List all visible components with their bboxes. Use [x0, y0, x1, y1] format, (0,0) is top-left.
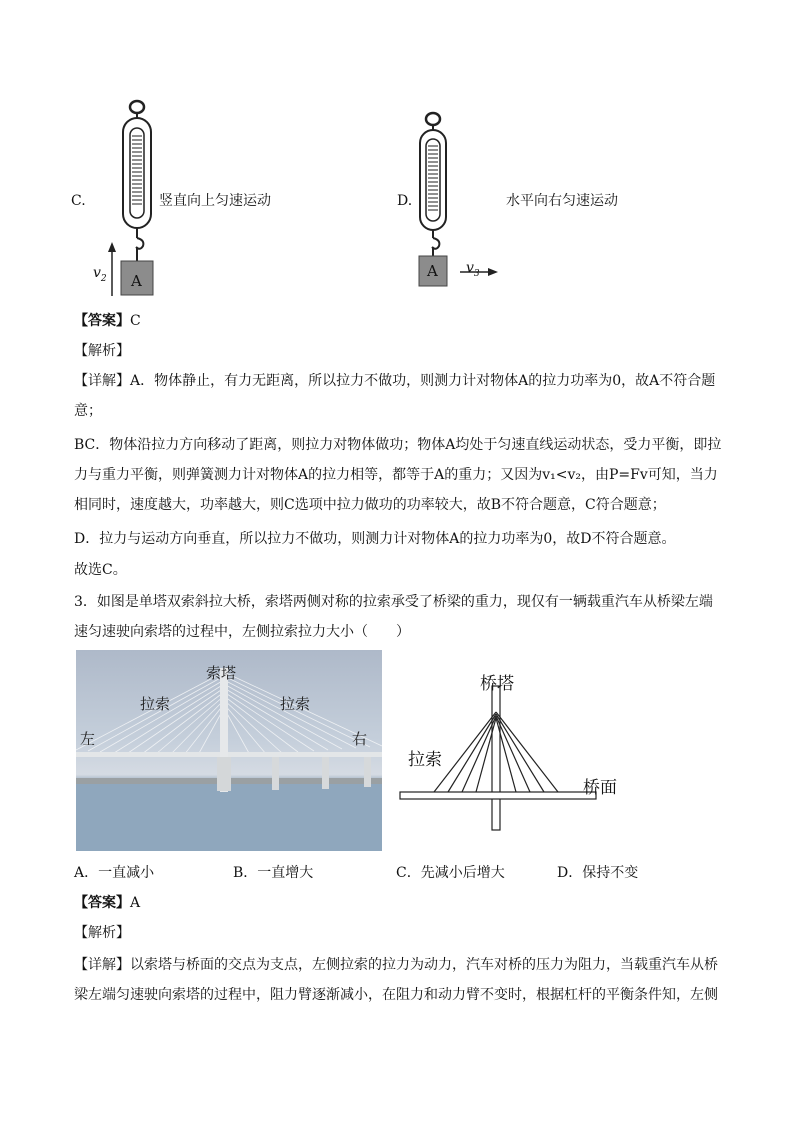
option-d-caption: 水平向右匀速运动 — [506, 193, 618, 209]
q3-detail: 【详解】以索塔与桥面的交点为支点，左侧拉索的拉力为动力，汽车对桥的压力为阻力，当载重汽车从桥梁左端匀速驶向索塔的过程中，阻力臂逐渐减小，在阻力和动力臂不变时，根据杠杆的平衡条件知，左侧 — [74, 957, 718, 1003]
block-a-label-d: A — [427, 262, 438, 280]
photo-label-right: 右 — [352, 730, 368, 748]
option-c-letter: C. — [71, 193, 86, 209]
q3-option-b: B．一直增大 — [233, 865, 314, 881]
diagram-label-tower: 桥塔 — [480, 674, 514, 694]
option-d-letter: D. — [397, 193, 413, 209]
q2-detail-p1: 【详解】A．物体静止，有力无距离，所以拉力不做功，则测力计对物体A的拉力功率为0，故A不符合题意； — [74, 373, 716, 419]
q2-detail-p3: D．拉力与运动方向垂直，所以拉力不做功，则测力计对物体A的拉力功率为0，故D不符合题意。 — [74, 531, 676, 547]
q2-analysis-label: 【解析】 — [74, 343, 130, 359]
q2-conclusion: 故选C。 — [74, 562, 127, 578]
photo-label-cable-right: 拉索 — [280, 695, 311, 713]
spring-scale-d-icon — [410, 110, 510, 292]
diagram-label-cable: 拉索 — [408, 750, 442, 770]
q2-answer: 【答案】C — [74, 313, 141, 329]
block-a-label-c: A — [131, 272, 142, 290]
photo-label-left: 左 — [80, 730, 96, 748]
q3-option-d: D．保持不变 — [557, 865, 639, 881]
q3-option-c: C．先减小后增大 — [396, 865, 505, 881]
photo-label-tower: 索塔 — [206, 664, 237, 682]
diagram-label-deck: 桥面 — [583, 778, 617, 798]
q3-analysis-label: 【解析】 — [74, 925, 130, 941]
q3-option-a: A．一直减小 — [74, 865, 155, 881]
velocity-v2-label: $v_2$ — [93, 265, 107, 284]
q3-stem: 3．如图是单塔双索斜拉大桥，索塔两侧对称的拉索承受了桥梁的重力，现仅有一辆载重汽车从桥梁左端速匀速驶向索塔的过程中，左侧拉索拉力大小（ ） — [74, 594, 713, 640]
photo-label-cable-left: 拉索 — [140, 695, 171, 713]
option-c-caption: 竖直向上匀速运动 — [159, 193, 271, 209]
bridge-photo — [76, 650, 382, 851]
velocity-v3-label: $v_3$ — [466, 260, 480, 279]
q2-detail-p2: BC．物体沿拉力方向移动了距离，则拉力对物体做功；物体A均处于匀速直线运动状态，受力平衡，即拉力与重力平衡，则弹簧测力计对物体A的拉力相等，都等于A的重力；又因为v₁<v₂，由P=Fv可知，当力相同时，速度越大，功率越大，则C选项中拉力做功的功率较大，故B不符合题意，C符合题意； — [74, 437, 722, 513]
q3-answer: 【答案】A — [74, 895, 141, 911]
